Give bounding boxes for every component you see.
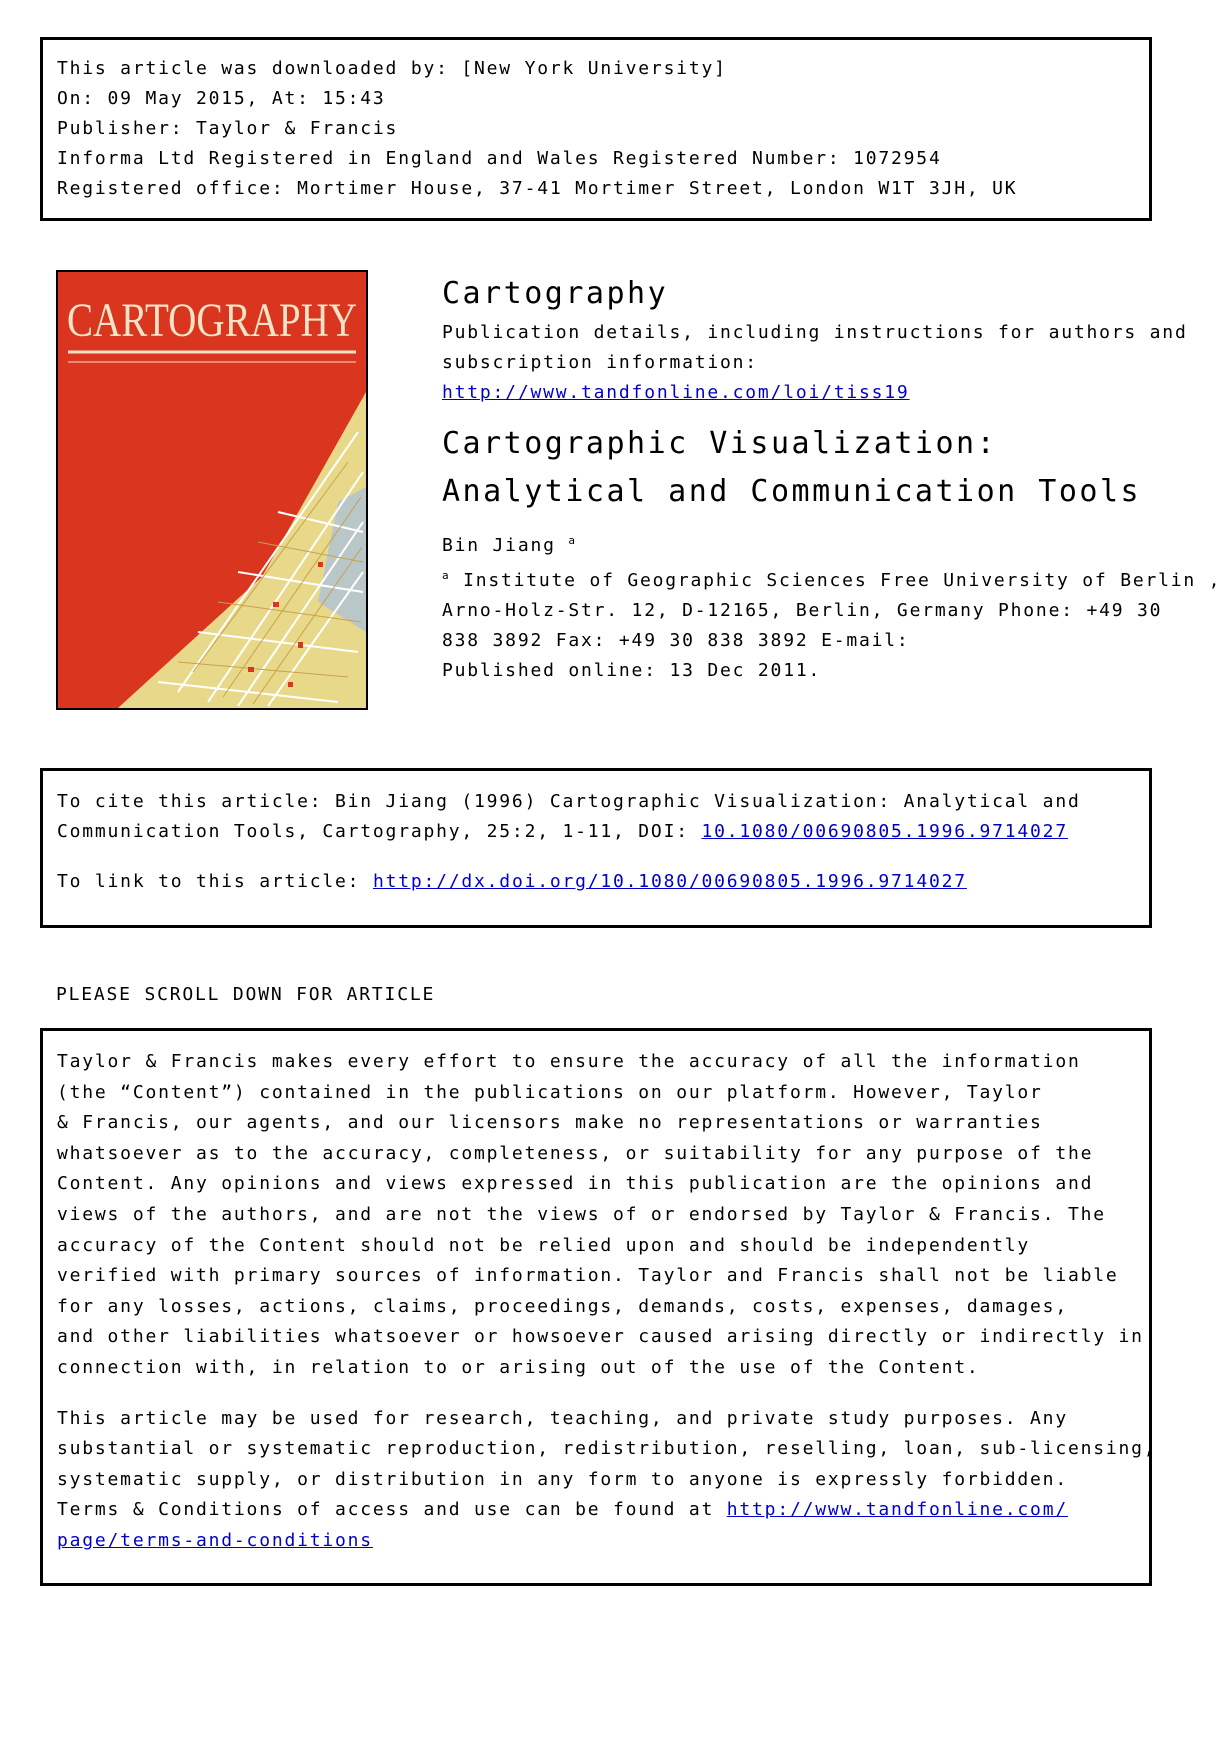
disclaimer-line: verified with primary sources of information. Taylor and Francis shall not be liable — [57, 1265, 1119, 1287]
disclaimer-line: views of the authors, and are not the views of or endorsed by Taylor & Francis. The — [57, 1203, 1106, 1225]
disclaimer-line: Taylor & Francis makes every effort to ensure the accuracy of all the information — [57, 1051, 1081, 1072]
journal-cover-image — [56, 270, 368, 710]
journal-url-link[interactable]: http://www.tandfonline.com/loi/tiss19 — [442, 382, 910, 403]
article-title-line: Analytical and Communication Tools — [442, 474, 1142, 509]
citation-line — [57, 817, 1135, 847]
usage-line: systematic supply, or distribution in any form to anyone is expressly forbidden. — [57, 1468, 1068, 1490]
usage-line — [57, 1495, 1135, 1526]
scroll-notice: PLEASE SCROLL DOWN FOR ARTICLE — [56, 984, 436, 1005]
disclaimer-line: whatsoever as to the accuracy, completeness, or suitability for any purpose of the — [57, 1142, 1094, 1164]
article-url-link[interactable]: http://dx.doi.org/10.1080/00690805.1996.9714027 — [372, 871, 967, 892]
registered-office-line: Registered office: Mortimer House, 37-41 Mortimer Street, London W1T 3JH, UK — [57, 178, 1018, 199]
citation-line: To cite this article: Bin Jiang (1996) Cartographic Visualization: Analytical and — [57, 791, 1081, 812]
cover-art — [58, 272, 366, 708]
disclaimer-line: and other liabilities whatsoever or howsoever caused arising directly or indirectly in — [57, 1326, 1144, 1348]
terms-url-link-continued[interactable]: page/terms-and-conditions — [57, 1529, 373, 1551]
usage-line — [57, 1526, 1135, 1557]
journal-title: Cartography — [442, 276, 669, 311]
disclaimer-line: accuracy of the Content should not be relied upon and should be independently — [57, 1234, 1031, 1256]
article-link-line — [57, 867, 1135, 897]
author-name: Bin Jiang — [442, 535, 556, 556]
article-author — [442, 526, 1172, 561]
affiliation-line — [442, 561, 1221, 596]
article-title-line: Cartographic Visualization: — [442, 426, 998, 461]
download-info-box — [40, 37, 1152, 221]
affiliation-line: 838 3892 Fax: +49 30 838 3892 E-mail: — [442, 630, 910, 651]
doi-link[interactable]: 10.1080/00690805.1996.9714027 — [701, 821, 1068, 842]
terms-url-link[interactable]: http://www.tandfonline.com/ — [726, 1499, 1068, 1521]
registration-line: Informa Ltd Registered in England and Wales Registered Number: 1072954 — [57, 148, 942, 169]
publication-details-line: Publication details, including instructions for authors and — [442, 322, 1188, 343]
download-info-line: This article was downloaded by: [New York University] — [57, 58, 727, 79]
download-date-line: On: 09 May 2015, At: 15:43 — [57, 88, 386, 109]
affiliation-marker: a — [442, 569, 451, 582]
cover-masthead: CARTOGRAPHY — [67, 294, 357, 347]
affiliation-text: Institute of Geographic Sciences Free University of Berlin , — [463, 570, 1221, 591]
published-date: Published online: 13 Dec 2011. — [442, 660, 822, 681]
terms-text: Terms & Conditions of access and use can be found at — [57, 1499, 727, 1521]
disclaimer-box — [40, 1028, 1157, 1586]
author-marker: a — [568, 534, 577, 547]
citation-box — [40, 768, 1152, 928]
publication-details-line: subscription information: — [442, 352, 758, 373]
disclaimer-line: connection with, in relation to or arising out of the use of the Content. — [57, 1356, 980, 1378]
citation-text: Communication Tools, Cartography, 25:2, 1-11, DOI: — [57, 821, 702, 842]
disclaimer-line: & Francis, our agents, and our licensors make no representations or warranties — [57, 1112, 1043, 1134]
disclaimer-line: for any losses, actions, claims, proceedings, demands, costs, expenses, damages, — [57, 1295, 1068, 1317]
journal-info — [442, 270, 1221, 686]
usage-line: substantial or systematic reproduction, redistribution, reselling, loan, sub-licensing, — [57, 1438, 1157, 1460]
publisher-line: Publisher: Taylor & Francis — [57, 118, 399, 139]
article-link-label: To link to this article: — [57, 871, 373, 892]
usage-paragraph — [57, 1404, 1157, 1557]
usage-line: This article may be used for research, teaching, and private study purposes. Any — [57, 1407, 1068, 1429]
disclaimer-paragraph — [57, 1047, 1144, 1384]
disclaimer-line: (the “Content”) contained in the publications on our platform. However, Taylor — [57, 1081, 1043, 1103]
affiliation-line: Arno-Holz-Str. 12, D-12165, Berlin, Germany Phone: +49 30 — [442, 600, 1163, 621]
disclaimer-line: Content. Any opinions and views expressed in this publication are the opinions and — [57, 1173, 1094, 1195]
